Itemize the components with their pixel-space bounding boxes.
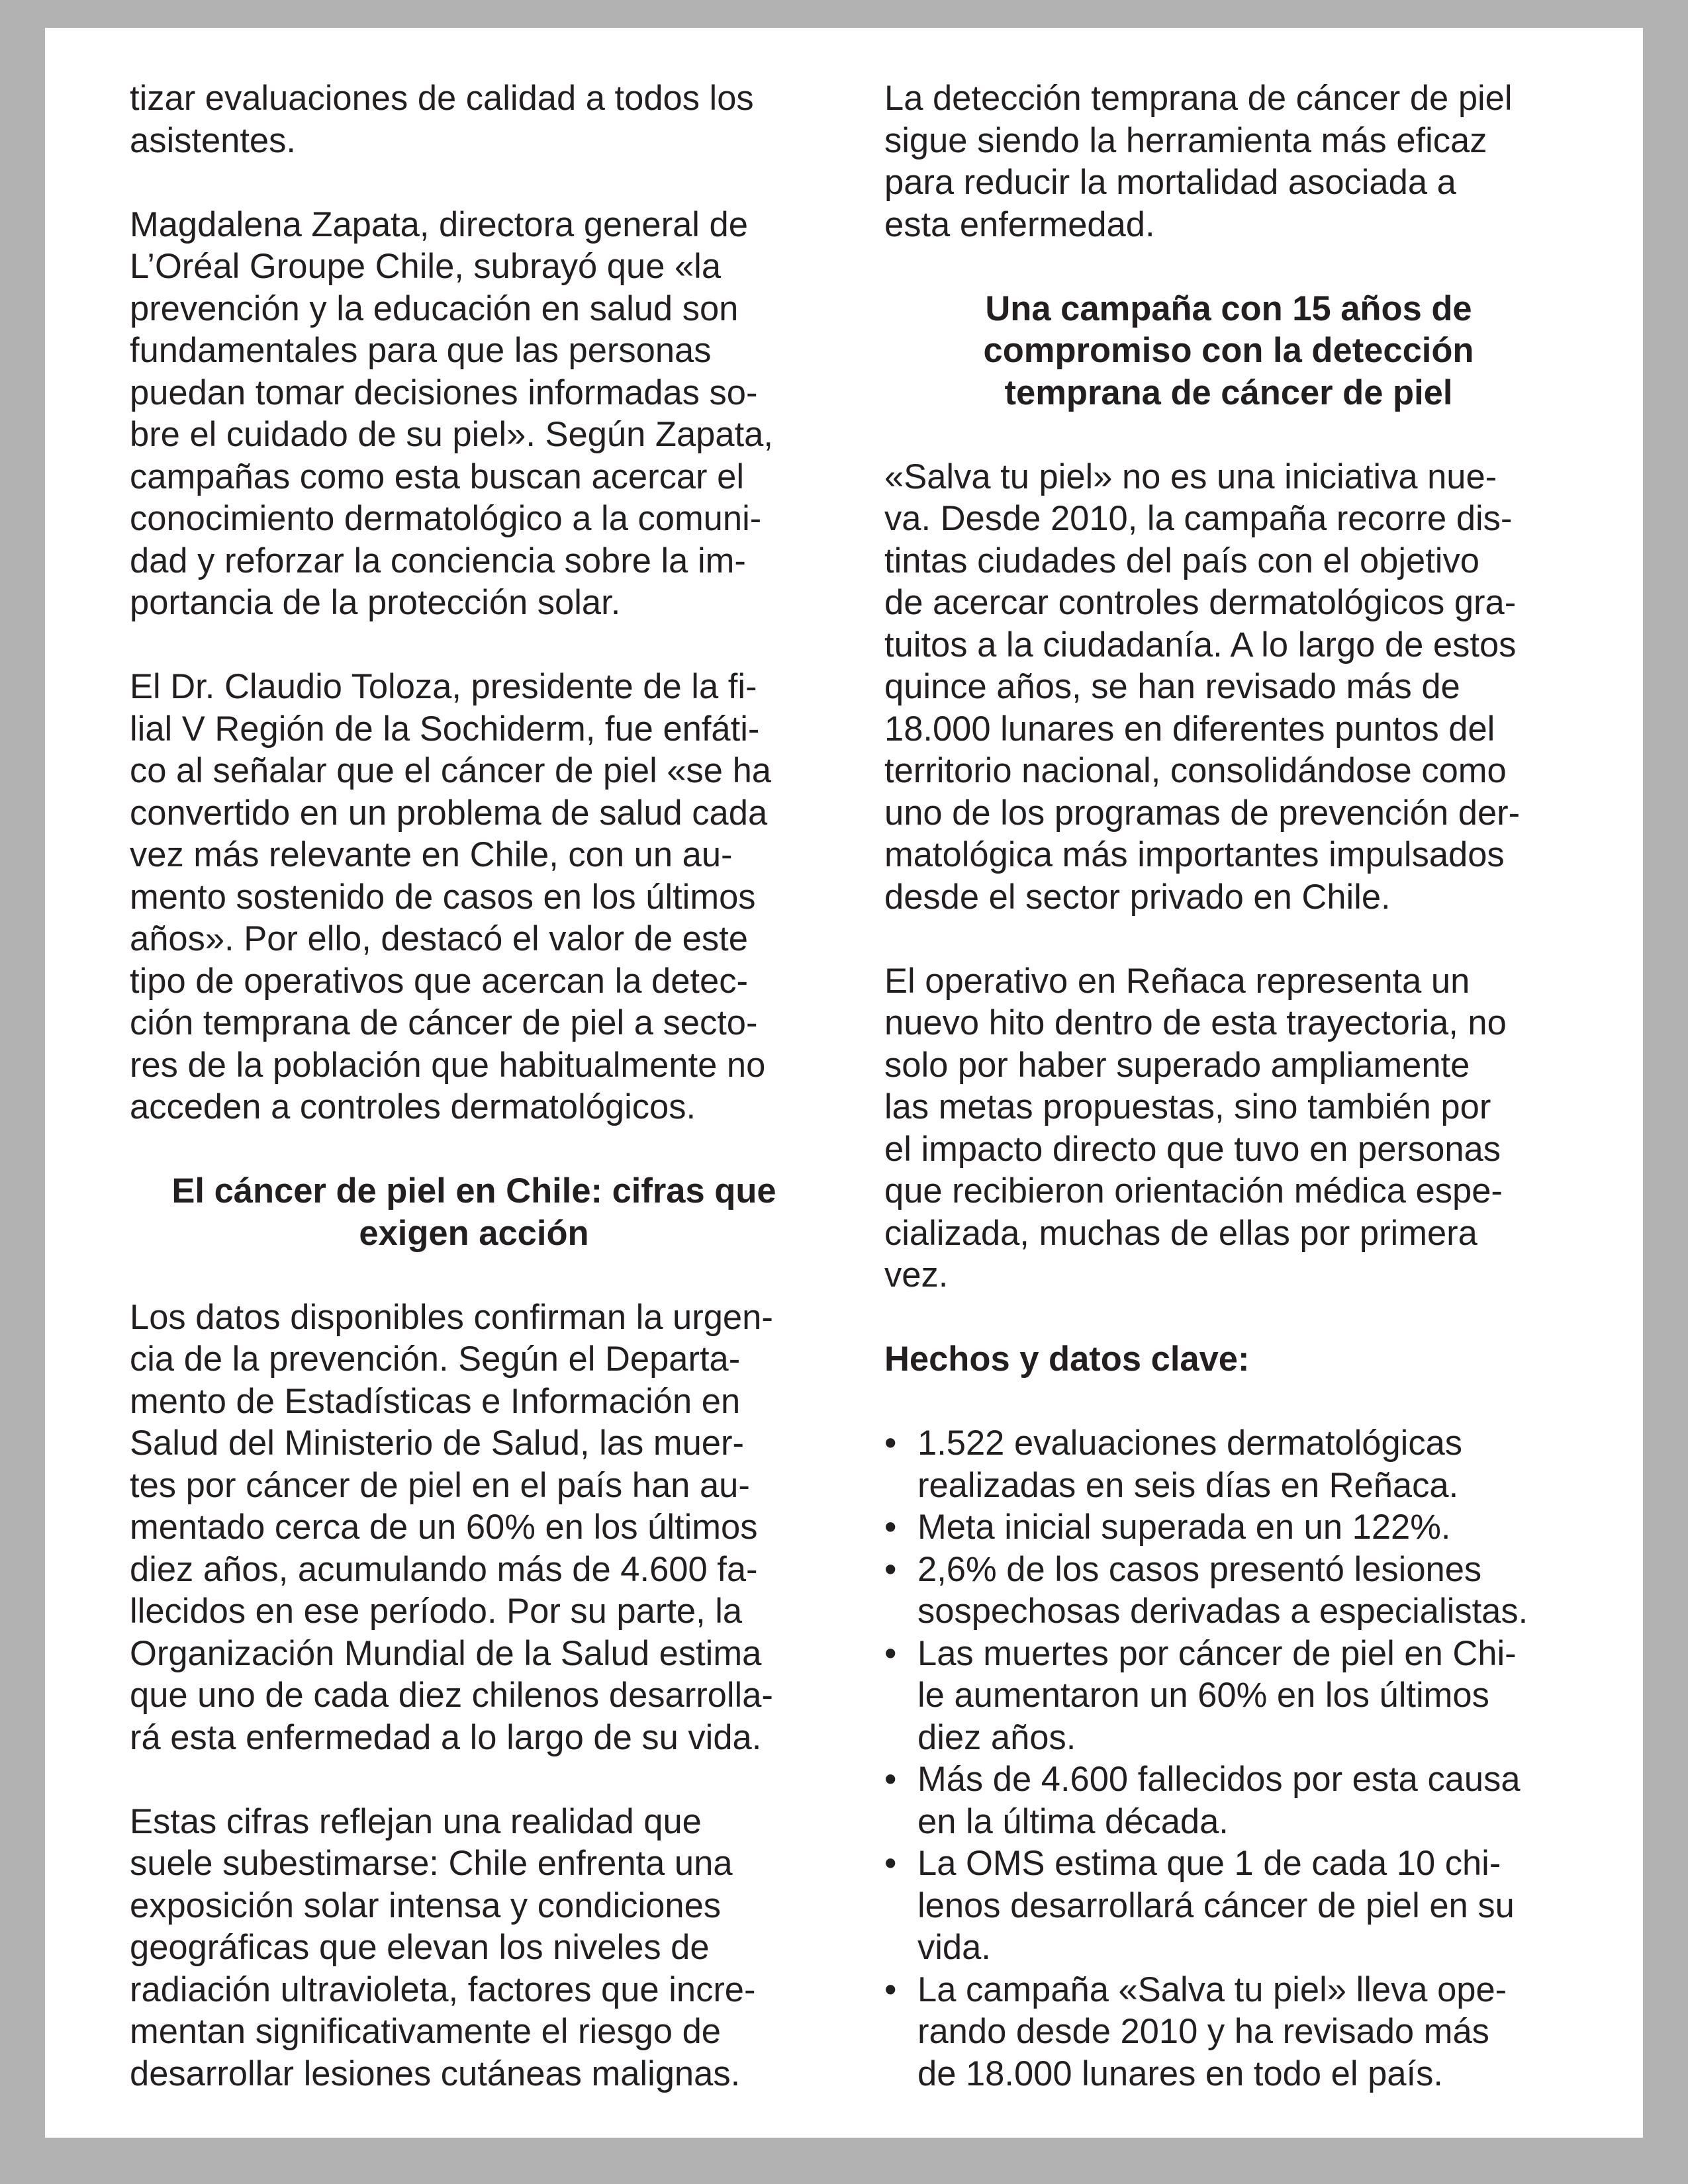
left-paragraph-4: Los datos disponibles confirman la urgen- cia de la prevención. Según el Departa- mento de Estadísticas e Información en Salud del Ministerio de Salud, las muer- tes por cáncer de piel en el país han au- mentado cerca de un 60% en los últimos diez años, acumulando más de 4.600 fa- llecidos en ese período. Por su parte, la Organización Mundial de la Salud estima que uno de cada diez chilenos desarrolla- rá esta enfermedad a lo largo de su vida. <box>130 1297 773 1757</box>
bullet-icon: • <box>884 1760 897 1799</box>
fact-text: La campaña «Salva tu piel» lleva ope- rando desde 2010 y ha revisado más de 18.000 lunares en todo el país. <box>917 1970 1507 2093</box>
section-heading-skin-cancer-chile: El cáncer de piel en Chile: cifras que exigen acción <box>171 1171 776 1253</box>
fact-text: La OMS estima que 1 de cada 10 chi- lenos desarrollará cáncer de piel en su vida. <box>917 1844 1515 1967</box>
fact-item <box>884 1549 1573 1633</box>
fact-item <box>884 1422 1573 1506</box>
bullet-icon: • <box>884 1633 897 1673</box>
facts-title: Hechos y datos clave: <box>884 1340 1250 1379</box>
fact-item <box>884 1758 1573 1843</box>
bullet-icon: • <box>884 1970 897 2009</box>
right-paragraph-2: «Salva tu piel» no es una iniciativa nue- va. Desde 2010, la campaña recorre dis- tintas ciudades del país con el objetivo de acercar controles dermatológicos gra- tuitos a la ciudadanía. A lo largo de estos quince años, se han revisado más de 18.000 lunares en diferentes puntos del territorio nacional, consolidándose como uno de los programas de prevención der- matológica más importantes impulsados desde el sector privado en Chile. <box>884 457 1521 917</box>
left-paragraph-2: Magdalena Zapata, directora general de L’Oréal Groupe Chile, subrayó que «la prevención y la educación en salud son fundamentales para que las personas puedan tomar decisiones informadas so- bre el cuidado de su piel». Según Zapata, campañas como esta buscan acercar el conocimiento dermatológico a la comuni- dad y reforzar la conciencia sobre la im- portancia de la protección solar. <box>130 205 773 622</box>
facts-list <box>884 1422 1573 2095</box>
right-paragraph-1: La detección temprana de cáncer de piel sigue siendo la herramienta más eficaz para reducir la mortalidad asociada a esta enfermedad. <box>884 79 1513 244</box>
fact-item <box>884 1633 1573 1759</box>
fact-item <box>884 1506 1573 1549</box>
fact-text: 2,6% de los casos presentó lesiones sospechosas derivadas a especialistas. <box>917 1549 1528 1631</box>
document-page <box>45 28 1643 2138</box>
fact-item <box>884 1843 1573 1969</box>
right-paragraph-3: El operativo en Reñaca representa un nuevo hito dentro de esta trayectoria, no solo por haber superado ampliamente las metas propuestas, sino también por el impacto directo que tuvo en personas que recibieron orientación médica espe- cializada, muchas de ellas por primera vez. <box>884 961 1507 1295</box>
bullet-icon: • <box>884 1508 897 1547</box>
fact-item <box>884 1969 1573 2095</box>
fact-text: Más de 4.600 fallecidos por esta causa en la última década. <box>917 1760 1521 1841</box>
fact-text: Las muertes por cáncer de piel en Chi- le aumentaron un 60% en los últimos diez años. <box>917 1633 1517 1757</box>
left-paragraph-5: Estas cifras reflejan una realidad que suele subestimarse: Chile enfrenta una exposición solar intensa y condiciones geográficas que elevan los niveles de radiación ultravioleta, factores que incre- mentan significativamente el riesgo de desarrollar lesiones cutáneas malignas. <box>130 1801 756 2093</box>
fact-text: Meta inicial superada en un 122%. <box>917 1508 1451 1547</box>
fact-text: 1.522 evaluaciones dermatológicas realizadas en seis días en Reñaca. <box>917 1424 1463 1505</box>
left-paragraph-1: tizar evaluaciones de calidad a todos los asistentes. <box>130 79 754 160</box>
left-paragraph-3: El Dr. Claudio Toloza, presidente de la fi- lial V Región de la Sochiderm, fue enfáti- co al señalar que el cáncer de piel «se ha convertido en un problema de salud cada vez más relevante en Chile, con un au- mento sostenido de casos en los últimos años». Por ello, destacó el valor de este tipo de operativos que acercan la detec- ción temprana de cáncer de piel a secto- res de la población que habitualmente no acceden a controles dermatológicos. <box>130 667 771 1126</box>
right-column <box>884 77 1573 2095</box>
left-column <box>130 77 818 2137</box>
bullet-icon: • <box>884 1844 897 1883</box>
section-heading-campaign: Una campaña con 15 años de compromiso con la detección temprana de cáncer de piel <box>983 289 1474 412</box>
bullet-icon: • <box>884 1549 897 1589</box>
bullet-icon: • <box>884 1424 897 1463</box>
